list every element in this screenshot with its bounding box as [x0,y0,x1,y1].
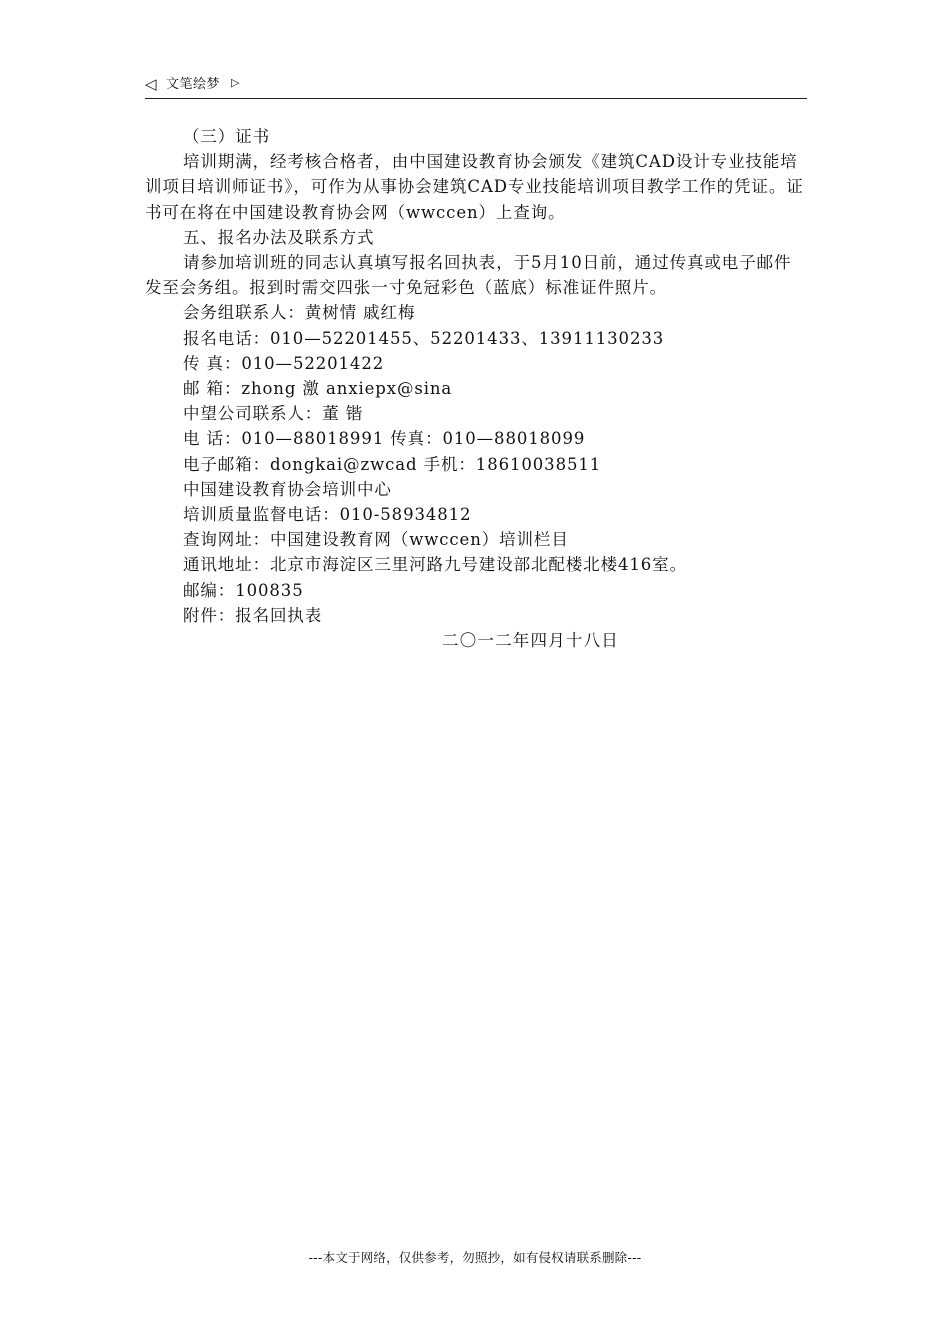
triangle-right-icon: ▷ [231,76,240,89]
section3-title: （三）证书 [183,127,270,146]
section5-title: 五、报名办法及联系方式 [183,227,375,247]
header-brand: 文笔绘梦 [166,77,221,92]
zwcad-contact: 中望公司联系人：董 锴 [183,404,364,424]
attachment-line: 附件：报名回执表 [183,605,323,625]
postcode-line: 邮编：100835 [183,580,304,600]
document-body [145,124,807,653]
signup-phone: 报名电话：010—52201455、52201433、13911130233 [183,328,665,348]
zwcad-phone-fax: 电 话：010—88018991 传真：010—88018099 [183,429,586,449]
section3-text: 培训期满，经考核合格者，由中国建设教育协会颁发《建筑CAD设计专业技能培训项目培训师证书》，可作为从事协会建筑CAD专业技能培训项目教学工作的凭证。证书可在将在中国建设教育协会网（wwccen）上查询。 [145,152,804,222]
triangle-left-icon: ◁ [145,75,157,93]
document-date: 二〇一二年四月十八日 [442,631,619,651]
address-line: 通讯地址：北京市海淀区三里河路九号建设部北配楼北楼416室。 [183,555,687,575]
training-center: 中国建设教育协会培训中心 [183,479,392,499]
page-header [145,74,807,99]
fax-line: 传 真：010—52201422 [183,353,385,373]
footer-notice: ---本文于网络，仅供参考，勿照抄，如有侵权请联系删除--- [308,1250,642,1265]
email-line: 邮 箱：zhong 激 anxiepx@sina [183,379,453,399]
zwcad-email-mobile: 电子邮箱：dongkai@zwcad 手机：18610038511 [183,454,602,474]
query-site: 查询网址：中国建设教育网（wwccen）培训栏目 [183,530,569,550]
quality-phone: 培训质量监督电话：010-58934812 [183,505,472,525]
section5-text: 请参加培训班的同志认真填写报名回执表，于5月10日前，通过传真或电子邮件发至会务组。报到时需交四张一寸免冠彩色（蓝底）标准证件照片。 [145,253,792,298]
contact-group: 会务组联系人：黄树情 戚红梅 [183,303,416,323]
